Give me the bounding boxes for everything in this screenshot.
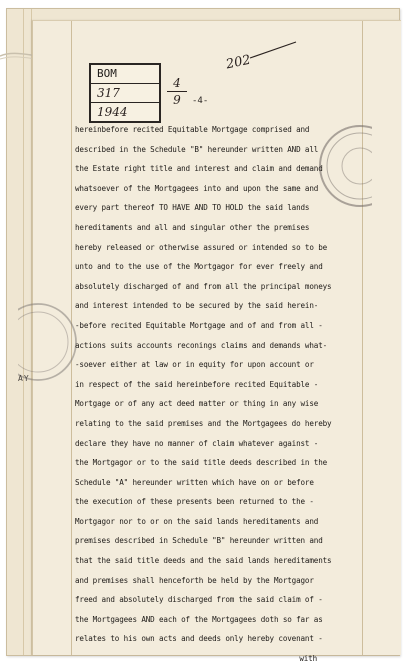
text-line: -soever either at law or in equity for upon account or — [75, 360, 314, 370]
text-line: every part thereof TO HAVE AND TO HOLD the said lands — [75, 203, 310, 213]
text-line: actions suits accounts reconings claims and demands what- — [75, 340, 328, 350]
text-line: the Estate right title and interest and claim and demand — [75, 164, 323, 174]
folio-number: 202 — [224, 52, 253, 73]
text-line: absolutely discharged of and from all the principal moneys — [75, 281, 332, 291]
text-line: in respect of the said hereinbefore recited Equitable - — [75, 379, 319, 389]
reference-number: 317 — [91, 84, 159, 103]
handwritten-fraction — [167, 76, 187, 107]
text-line: hereby released or otherwise assured or intended so to be — [75, 242, 328, 252]
text-line: premises described in Schedule "B" hereunder written and — [75, 536, 323, 546]
text-line: and interest intended to be secured by the said herein- — [75, 301, 319, 311]
seal-label: AY — [18, 374, 30, 383]
page-number: -4- — [192, 96, 209, 106]
text-line: hereinbefore recited Equitable Mortgage comprised and — [75, 125, 310, 134]
text-line: the Mortgagees AND each of the Mortgagees doth so far as — [75, 614, 323, 624]
reference-code: BOM — [91, 65, 159, 84]
pen-stroke — [248, 40, 298, 60]
reference-year: 1944 — [97, 105, 128, 119]
fraction-bottom: 9 — [173, 93, 181, 107]
text-line: and premises shall henceforth be held by the Mortgagor — [75, 575, 314, 585]
reference-box — [89, 63, 161, 123]
text-line: relating to the said premises and the Mortgagees do hereby — [75, 418, 332, 428]
text-line: the Mortgagor or to the said title deeds described in the — [75, 458, 328, 468]
text-line: relates to his own acts and deeds only hereby covenant - — [75, 634, 323, 644]
text-line: the execution of these presents been returned to the - — [75, 497, 314, 507]
text-line: whatsoever of the Mortgagees into and upon the same and — [75, 183, 319, 193]
text-line: Mortgagor nor to or on the said lands hereditaments and — [75, 516, 319, 526]
fraction-bar — [167, 91, 187, 92]
text-line: freed and absolutely discharged from the said claim of - — [75, 595, 323, 605]
margin-line-right — [362, 21, 363, 655]
fraction-top: 4 — [173, 76, 181, 90]
body-text — [75, 120, 357, 669]
text-line: Mortgage or of any act deed matter or thing in any wise — [75, 399, 319, 409]
text-line: Schedule "A" hereunder written which have on or before — [75, 477, 314, 487]
text-line: hereditaments and all and singular other the premises — [75, 222, 310, 232]
text-line-continuation: with — [299, 654, 317, 664]
text-line: unto and to the use of the Mortgagor for ever freely and — [75, 262, 323, 272]
text-line: -before recited Equitable Mortgage and of and from all - — [75, 320, 323, 330]
text-line: declare they have no manner of claim whatever against - — [75, 438, 319, 448]
text-line: described in the Schedule "B" hereunder written AND all — [75, 144, 319, 154]
text-line: that the said title deeds and the said lands hereditaments — [75, 556, 332, 566]
